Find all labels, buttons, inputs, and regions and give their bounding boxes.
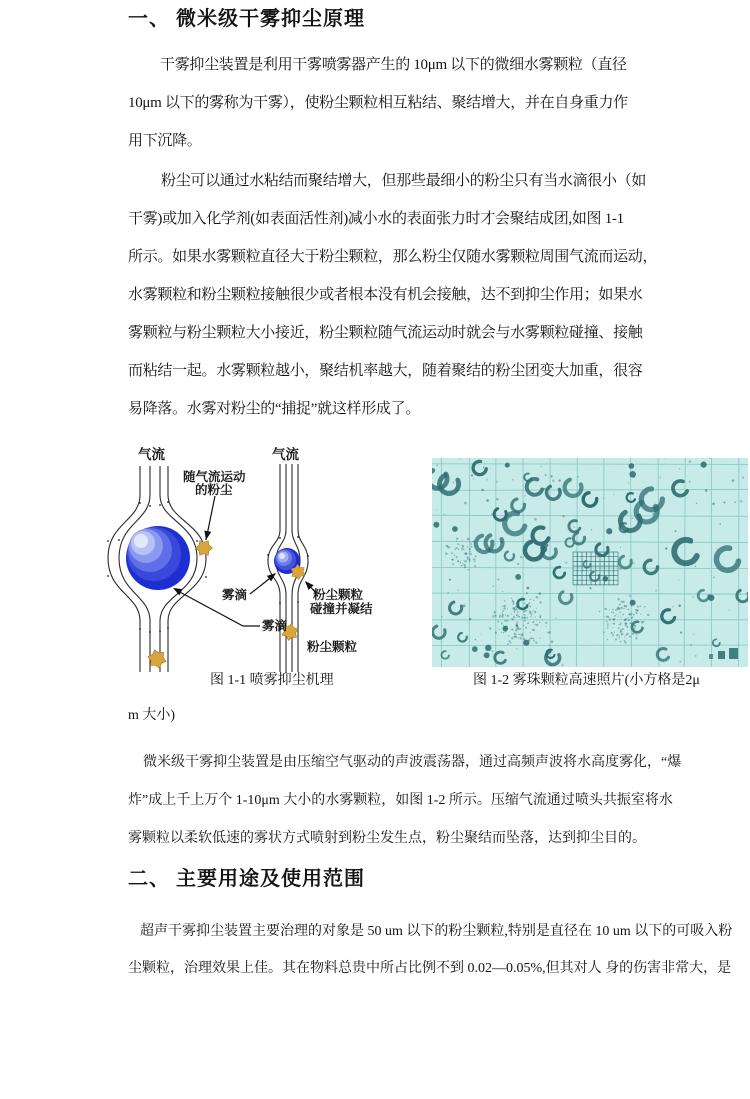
p2-line7: 易降落。水雾对粉尘的“捕捉”就这样形成了。 — [128, 401, 421, 417]
p1-line3: 用下沉降。 — [128, 133, 202, 149]
figure-1-1-diagram — [100, 443, 380, 678]
section-2-heading: 二、 主要用途及使用范围 — [128, 868, 365, 890]
dust-particle-flow — [195, 541, 212, 556]
figure-1-2-caption: 图 1-2 雾珠颗粒高速照片(小方格是2μ — [473, 673, 700, 688]
figure-1-2-photo — [432, 458, 748, 667]
figure-1-2-caption-wrap: m 大小) — [128, 708, 176, 723]
p4-line2: 尘颗粒，治理效果上佳。其在物料总贵中所占比例不到 0.02—0.05%,但其对人 身的伤害非常大，是 — [128, 961, 732, 976]
p2-line1: 粉尘可以通过水粘结而聚结增大，但那些最细小的粉尘只有当水滴很小（如 — [161, 173, 647, 189]
airflow-left-label: 气流 — [138, 447, 165, 462]
p2-line3: 所示。如果水雾颗粒直径大于粉尘颗粒，那么粉尘仅随水雾颗粒周围气流而运动， — [128, 249, 658, 265]
droplet-right-label: 雾滴 — [222, 588, 248, 602]
p3-line3: 雾颗粒以柔软低速的雾状方式喷射到粉尘发生点，粉尘聚结而坠落，达到抑尘目的。 — [128, 831, 646, 846]
dust-moving-label-2: 的粉尘 — [195, 483, 233, 497]
collide-label-2: 碰撞并凝结 — [310, 602, 373, 616]
section-1-heading: 一、 微米级干雾抑尘原理 — [128, 8, 365, 30]
p1-line1: 干雾抑尘装置是利用干雾喷雾器产生的 10μm 以下的微细水雾颗粒（直径 — [160, 57, 627, 73]
airflow-right-label: 气流 — [272, 447, 299, 462]
droplet-left-label: 雾滴 — [262, 619, 288, 633]
p2-line2: 干雾)或加入化学剂(如表面活性剂)减小水的表面张力时才会聚结成团,如图 1-1 — [128, 211, 624, 227]
p2-line5: 雾颗粒与粉尘颗粒大小接近，粉尘颗粒随气流运动时就会与水雾颗粒碰撞、接触 — [128, 325, 643, 341]
collide-label-1: 粉尘颗粒 — [313, 588, 364, 602]
p3-line1: 微米级干雾抑尘装置是由压缩空气驱动的声波震荡器，通过高频声波将水高度雾化，“爆 — [143, 755, 682, 770]
p4-line1: 超声干雾抑尘装置主要治理的对象是 50 um 以下的粉尘颗粒,特别是直径在 10 um 以下的可吸入粉 — [140, 924, 733, 939]
p2-line6: 而粘结一起。水雾颗粒越小，聚结机率越大，随着聚结的粉尘团变大加重，很容 — [128, 363, 643, 379]
fog-droplet-large — [126, 526, 190, 590]
p1-line2: 10μm 以下的雾称为干雾），使粉尘颗粒相互粘结、聚结增大，并在自身重力作 — [128, 95, 628, 111]
dust-moving-label-1: 随气流运动 — [183, 470, 246, 484]
p2-line4: 水雾颗粒和粉尘颗粒接触很少或者根本没有机会接触，达不到抑尘作用；如果水 — [128, 287, 643, 303]
dust-particle-bottom-left — [146, 649, 168, 670]
dust-particle-label: 粉尘颗粒 — [307, 640, 358, 654]
figure-1-1-caption: 图 1-1 喷雾抑尘机理 — [210, 673, 334, 688]
p3-line2: 炸”成上千上万个 1-10μm 大小的水雾颗粒，如图 1-2 所示。压缩气流通过喷头共振室将水 — [128, 793, 673, 808]
